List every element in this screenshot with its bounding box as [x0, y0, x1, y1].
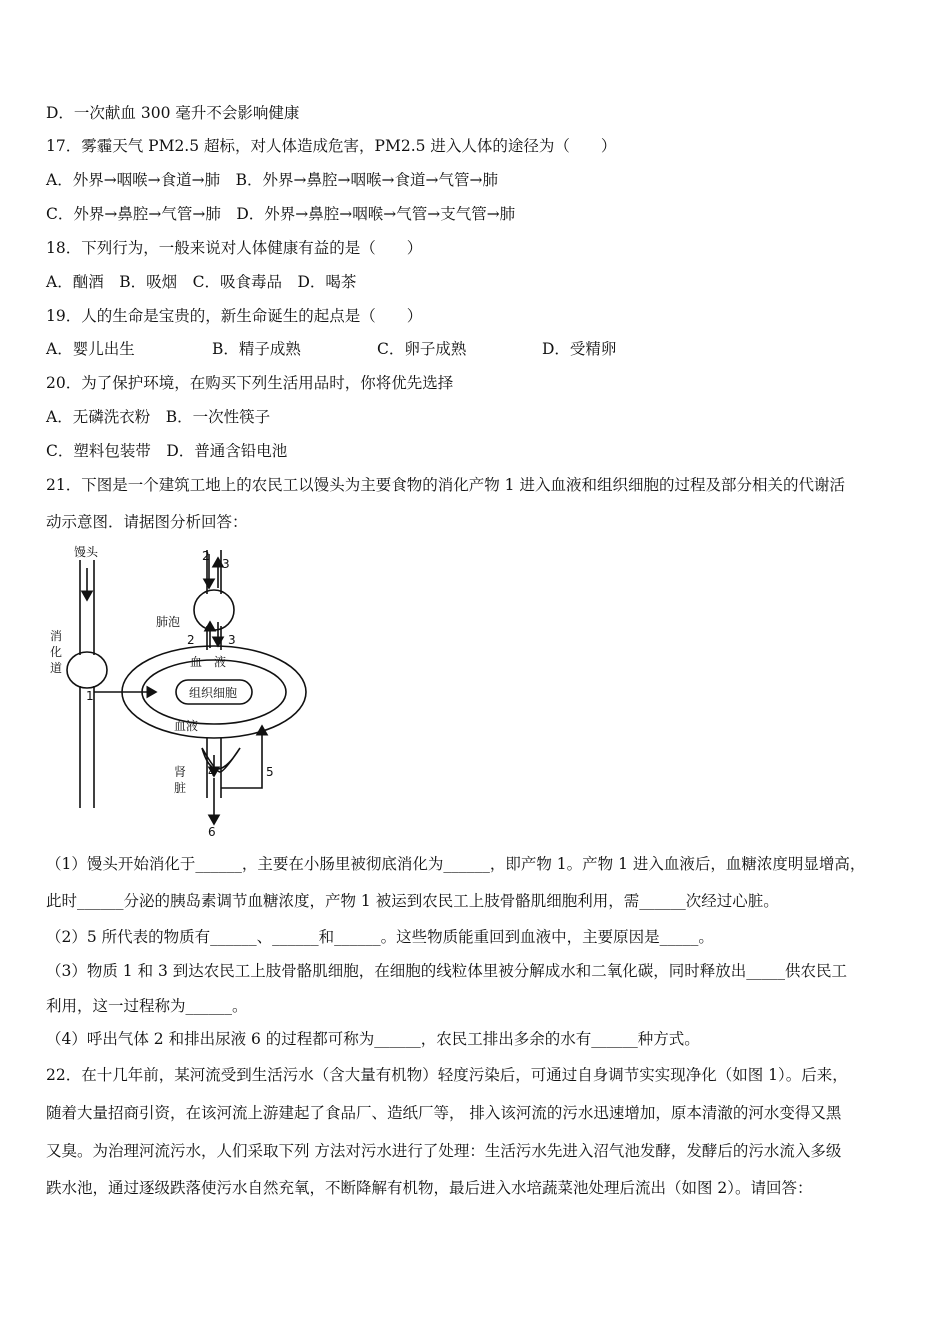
label-n3-top: 3 [222, 557, 230, 571]
label-n4: 4 [208, 765, 216, 779]
label-mantou: 馒头 [74, 545, 99, 559]
q18-stem: 18．下列行为，一般来说对人体健康有益的是（ ） [46, 239, 423, 257]
q21-stem-line1: 21．下图是一个建筑工地上的农民工以馒头为主要食物的消化产物 1 进入血液和组织细胞的过程及部分相关的代谢活 [46, 476, 845, 494]
q21-stem-line2: 动示意图．请据图分析回答： [46, 513, 248, 531]
label-n6: 6 [208, 825, 216, 839]
q22-line4: 跌水池，通过逐级跌落使污水自然充氧，不断降解有机物，最后进入水培蔬菜池处理后流出（如图 2）。请回答： [46, 1179, 813, 1197]
q19-stem: 19．人的生命是宝贵的，新生命诞生的起点是（ ） [46, 307, 423, 325]
q20-stem: 20．为了保护环境，在购买下列生活用品时，你将优先选择 [46, 374, 454, 392]
label-digestive-1: 消 [50, 629, 63, 643]
label-tissue-cell: 组织细胞 [189, 686, 238, 700]
q21-part1-line2: 此时______分泌的胰岛素调节血糖浓度，产物 1 被运到农民工上肢骨骼肌细胞利用，需______次经过心脏。 [46, 892, 779, 910]
q21-part3-line1: （3）物质 1 和 3 到达农民工上肢骨骼肌细胞，在细胞的线粒体里被分解成水和二氧化碳，同时释放出_____供农民工 [46, 962, 848, 980]
q18-options: A．酗酒 B．吸烟 C．吸食毒品 D．喝茶 [46, 273, 357, 291]
q21-part2: （2）5 所代表的物质有______、______和______。这些物质能重回到血液中，主要原因是_____。 [46, 928, 714, 946]
q21-part3-line2: 利用，这一过程称为______。 [46, 997, 248, 1015]
q16-option-d: D．一次献血 300 毫升不会影响健康 [46, 104, 300, 122]
label-n5: 5 [266, 765, 274, 779]
q19-option-b: B．精子成熟 [212, 340, 301, 358]
q20-options-ab: A．无磷洗衣粉 B．一次性筷子 [46, 408, 271, 426]
label-digestive-2: 化 [50, 645, 63, 659]
label-kidney-1: 肾 [174, 765, 187, 779]
label-n2: 2 [187, 633, 195, 647]
q19-option-d: D．受精卵 [542, 340, 617, 358]
q17-options-cd: C．外界→鼻腔→气管→肺 D．外界→鼻腔→咽喉→气管→支气管→肺 [46, 205, 516, 223]
label-n2-top: 2 [202, 549, 210, 563]
q19-option-c: C．卵子成熟 [377, 340, 467, 358]
label-n1: 1 [86, 689, 94, 703]
label-blood-top: 血 液 [190, 655, 227, 669]
q17-options-ab: A．外界→咽喉→食道→肺 B．外界→鼻腔→咽喉→食道→气管→肺 [46, 171, 498, 189]
q19-option-a: A．婴儿出生 [46, 340, 135, 358]
q21-part4: （4）呼出气体 2 和排出尿液 6 的过程都可称为______，农民工排出多余的水有______种方式。 [46, 1030, 700, 1048]
label-blood-bottom: 血液 [174, 719, 199, 733]
q17-stem: 17．雾霾天气 PM2.5 超标，对人体造成危害，PM2.5 进入人体的途径为（ ） [46, 137, 617, 155]
q21-part1-line1: （1）馒头开始消化于______，主要在小肠里被彻底消化为______，即产物 1。产物 1 进入血液后，血糖浓度明显增高， [46, 855, 866, 873]
label-n3: 3 [228, 633, 236, 647]
q22-line2: 随着大量招商引资，在该河流上游建起了食品厂、造纸厂等， 排入该河流的污水迅速增加，原本清澈的河水变得又黑 [46, 1104, 842, 1122]
metabolism-diagram [44, 540, 324, 840]
q22-line1: 22．在十几年前，某河流受到生活污水（含大量有机物）轻度污染后，可通过自身调节实实现净化（如图 1）。后来， [46, 1066, 848, 1084]
label-digestive-3: 道 [50, 661, 63, 675]
label-kidney-2: 脏 [174, 781, 187, 795]
q22-line3: 又臭。为治理河流污水，人们采取下列 方法对污水进行了处理：生活污水先进入沼气池发酵，发酵后的污水流入多级 [46, 1142, 842, 1160]
label-alveolus: 肺泡 [156, 615, 181, 629]
q20-options-cd: C．塑料包装带 D．普通含铅电池 [46, 442, 288, 460]
